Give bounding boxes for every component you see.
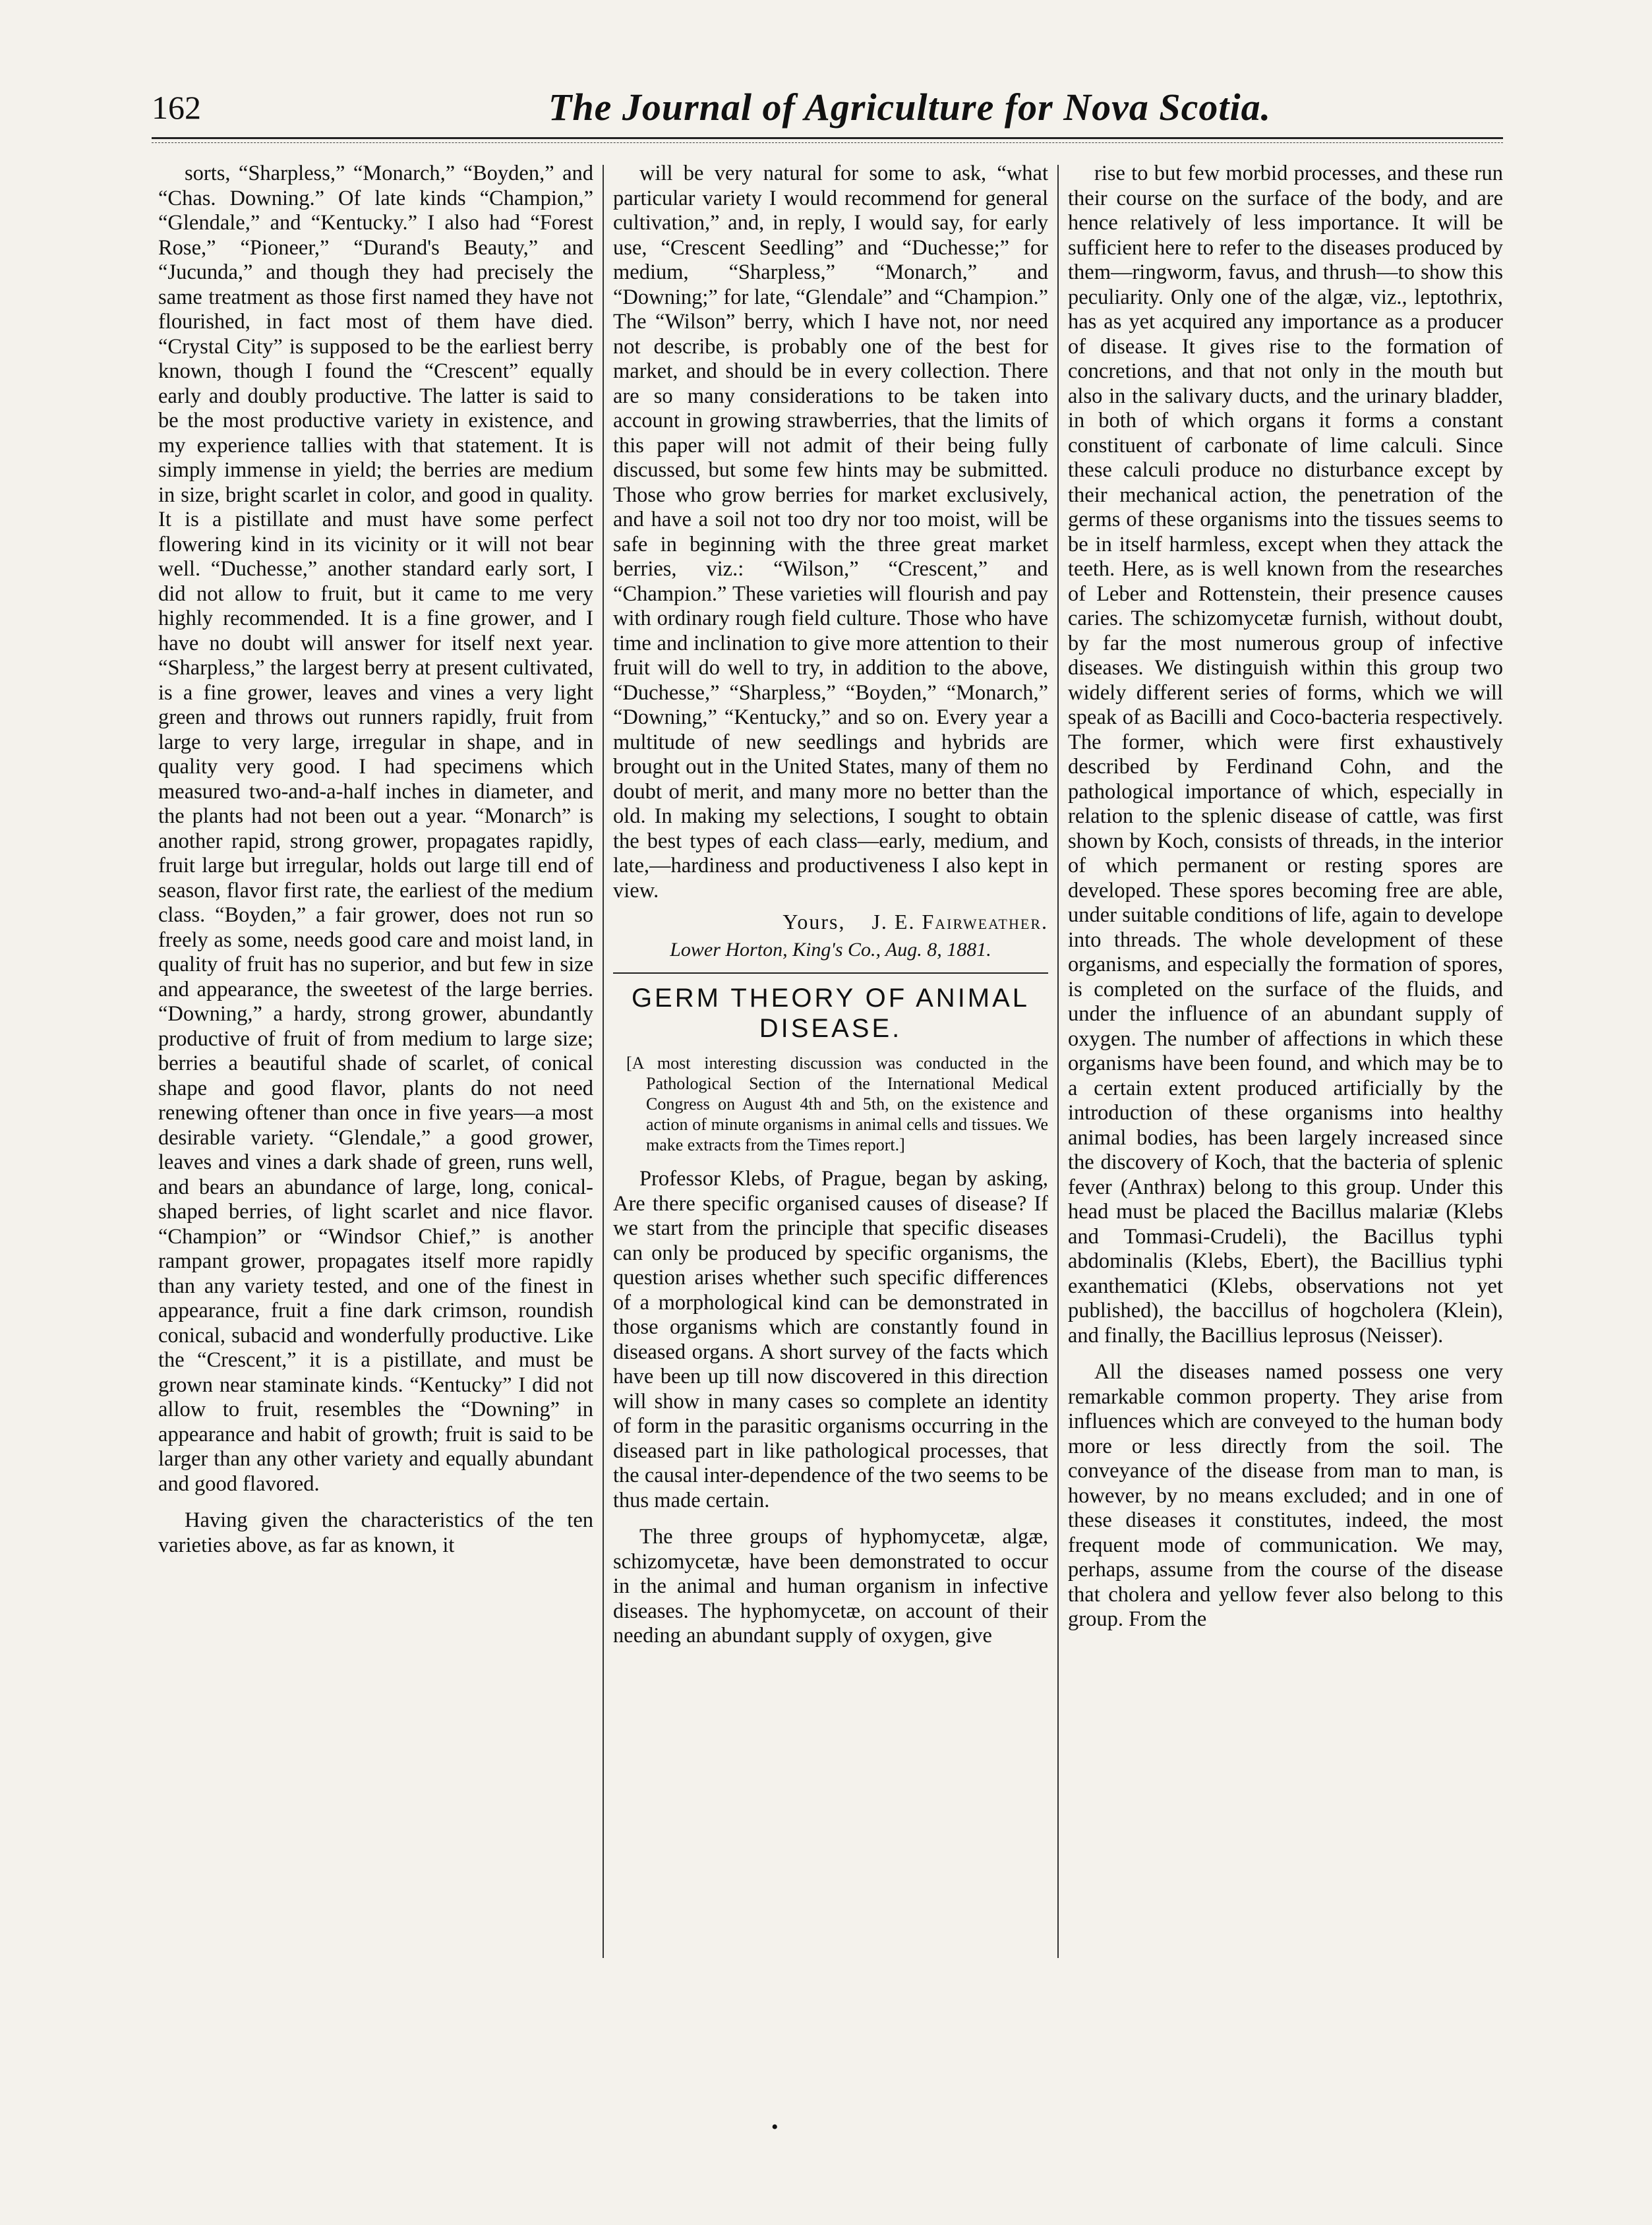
paragraph: sorts, “Sharpless,” “Monarch,” “Boyden,” and “Chas. Downing.” Of late kinds “Champion,” “Glendale,” and “Kentucky.” I also had “Forest Rose,” “Pioneer,” “Durand's Beauty,” and “Jucunda,” and though they had precisely the same treatment as those first named they have not flourished, in fact most of them have died. “Crystal City” is supposed to be the earliest berry known, though I found the “Crescent” equally early and doubly productive. The latter is said to be the most productive variety in existence, and my experience tallies with that statement. It is simply immense in yield; the berries are medium in size, bright scarlet in color, and good in quality. It is a pistillate and must have some perfect flowering kind in its vicinity or it will not bear well. “Duchesse,” another standard early sort, I did not allow to fruit, but it came to me very highly recommended. It is a fine grower, and I have no doubt will answer for itself next year. “Sharpless,” the largest berry at present cultivated, is a fine grower, leaves and vines a very light green and throws out runners rapidly, fruit from large to very large, irregular in shape, and in quality very good. I had specimens which measured two-and-a-half inches in diameter, and the plants had not been out a year. “Monarch” is another rapid, strong grower, propagates rapidly, fruit large but irregular, holds out large till end of season, flavor first rate, the earliest of the medium class. “Boyden,” a fair grower, does not run so freely as some, needs good care and moist land, in quality of fruit has no superior, and but few in size and appearance, the sweetest of the large berries. “Downing,” a hardy, strong grower, abundantly productive of fruit of from medium to large size; berries a beautiful shade of scarlet, of conical shape and good flavor, plants do not need renewing oftener than once in five years—a most desirable variety. “Glendale,” a good grower, leaves and vines a dark shade of green, runs well, and bears an abundance of large, long, conical-shaped berries, of light scarlet and nice flavor. “Champion” or “Windsor Chief,” is another rampant grower, propagates itself more rapidly than any variety tested, and one of the finest in appearance, fruit a fine dark crimson, roundish conical, subacid and wonderfully productive. Like the “Crescent,” it is a pistillate, and must be grown near staminate kinds. “Kentucky” I did not allow to fruit, resembles the “Downing” in appearance and habit of growth; fruit is said to be larger than any other variety and equally abundant and good flavored. (158, 162, 593, 1496)
column-2 (613, 162, 1048, 1649)
column-divider-1 (603, 165, 604, 1958)
paragraph: rise to but few morbid processes, and these run their course on the surface of the body, and are hence relatively of less importance. It will be sufficient here to refer to the diseases produced by them—ringworm, favus, and thrush—to show this peculiarity. Only one of the algæ, viz., leptothrix, has as yet acquired any importance as a producer of disease. It gives rise to the formation of concretions, and that not only in the mouth but also in the salivary ducts, and the urinary bladder, in both of which organs it forms a constant constituent of carbonate of lime calculi. Since these calculi produce no disturbance except by their mechanical action, the penetration of the germs of these organisms into the tissues seems to be in itself harmless, except when they attack the teeth. Here, as is well known from the researches of Leber and Rottenstein, their presence causes caries. The schizomycetæ furnish, without doubt, by far the most numerous group of infective diseases. We distinguish within this group two widely different series of forms, which we will speak of as Bacilli and Coco-bacteria respectively. The former, which were first exhaustively described by Ferdinand Cohn, and the pathological importance of which, especially in relation to the splenic disease of cattle, was first shown by Koch, consists of threads, in the interior of which permanent or resting spores are developed. These spores becoming free are able, under suitable conditions of life, again to develope into threads. The whole development of these organisms, and especially the formation of spores, is completed on the surface of the fluids, and under the influence of an abundant supply of oxygen. The number of affections in which these organisms have been found, and which may be to a certain extent produced artificially by the introduction of these organisms into healthy animal bodies, has been largely increased since the discovery of Koch, that the bacteria of splenic fever (Anthrax) belong to this group. Under this head must be placed the Bacillus malariæ (Klebs and Tommasi-Crudeli), the Bacillus typhi abdominalis (Klebs, Ebert), the Bacillius typhi exanthematici (Klebs, observations not yet published), the baccillus of hogcholera (Klein), and finally, the Bacillius leprosus (Neisser). (1068, 162, 1503, 1348)
footer-mark: • (771, 2116, 779, 2138)
header-rule-dashed (152, 142, 1503, 143)
paragraph: will be very natural for some to ask, “what particular variety I would recommend for general cultivation,” and, in reply, I would say, for early use, “Crescent Seedling” and “Duchesse;” for medium, “Sharpless,” “Monarch,” and “Downing;” for late, “Glendale” and “Champion.” The “Wilson” berry, which I have not, nor need not describe, is probably one of the best for market, and should be in every collection. There are so many considerations to be taken into account in growing strawberries, that the limits of this paper will not admit of their being fully discussed, but some few hints may be submitted. Those who grow berries for market exclusively, and have a soil not too dry nor too moist, will be safe in beginning with the three great market berries, viz.: “Wilson,” “Crescent,” and “Champion.” These varieties will flourish and pay with ordinary rough field culture. Those who have time and inclination to give more attention to their fruit will do well to try, in addition to the above, “Duchesse,” “Sharpless,” “Boyden,” “Monarch,” “Downing,” “Kentucky,” and so on. Every year a multitude of new seedlings and hybrids are brought out in the United States, many of them no doubt of merit, and many more no better than the old. In making my selections, I sought to obtain the best types of each class—early, medium, and late,—hardiness and productiveness I also kept in view. (613, 162, 1048, 903)
journal-title: The Journal of Agriculture for Nova Scotia. (548, 86, 1272, 129)
signature-name: J. E. Fairweather. (871, 910, 1048, 934)
paragraph: All the diseases named possess one very remarkable common property. They arise from influences which are conveyed to the human body more or less directly from the soil. The conveyance of the disease from man to man, is however, by no means excluded; and in one of these diseases it constitutes, indeed, the most frequent mode of communication. We may, perhaps, assume from the course of the disease that cholera and yellow fever also belong to this group. From the (1068, 1360, 1503, 1631)
article-title: GERM THEORY OF ANIMAL DISEASE. (631, 984, 1030, 1043)
paragraph: Professor Klebs, of Prague, began by asking, Are there specific organised causes of disease? If we start from the principle that specific diseases can only be produced by specific organisms, the question arises whether such specific differences of a morphological kind can be demonstrated in those organisms which are constantly found in diseased organs. A short survey of the facts which have been up till now discovered in this direction will show in many cases so complete an identity of form in the parasitic organisms occurring in the diseased part in like pathological processes, that the causal inter-dependence of the two seems to be thus made certain. (613, 1167, 1048, 1512)
column-1 (158, 162, 593, 1558)
signature-prefix: Yours, (782, 910, 846, 934)
column-divider-2 (1057, 165, 1059, 1958)
signature (613, 910, 1048, 935)
article-rule (613, 972, 1048, 974)
dateline: Lower Horton, King's Co., Aug. 8, 1881. (670, 938, 991, 961)
column-3 (1068, 162, 1503, 1632)
page-header (152, 78, 1444, 137)
page-number: 162 (152, 89, 201, 126)
paragraph: The three groups of hyphomycetæ, algæ, schizomycetæ, have been demonstrated to occur in the animal and human organism in infective diseases. The hyphomycetæ, on account of their needing an abundant supply of oxygen, give (613, 1525, 1048, 1647)
header-rule (152, 137, 1503, 139)
article-note: [A most interesting discussion was conducted in the Pathological Section of the International Medical Congress on August 4th and 5th, on the existence and action of minute organisms in animal cells and tissues. We make extracts from the Times report.] (626, 1053, 1048, 1154)
paragraph: Having given the characteristics of the ten varieties above, as far as known, it (158, 1508, 593, 1557)
